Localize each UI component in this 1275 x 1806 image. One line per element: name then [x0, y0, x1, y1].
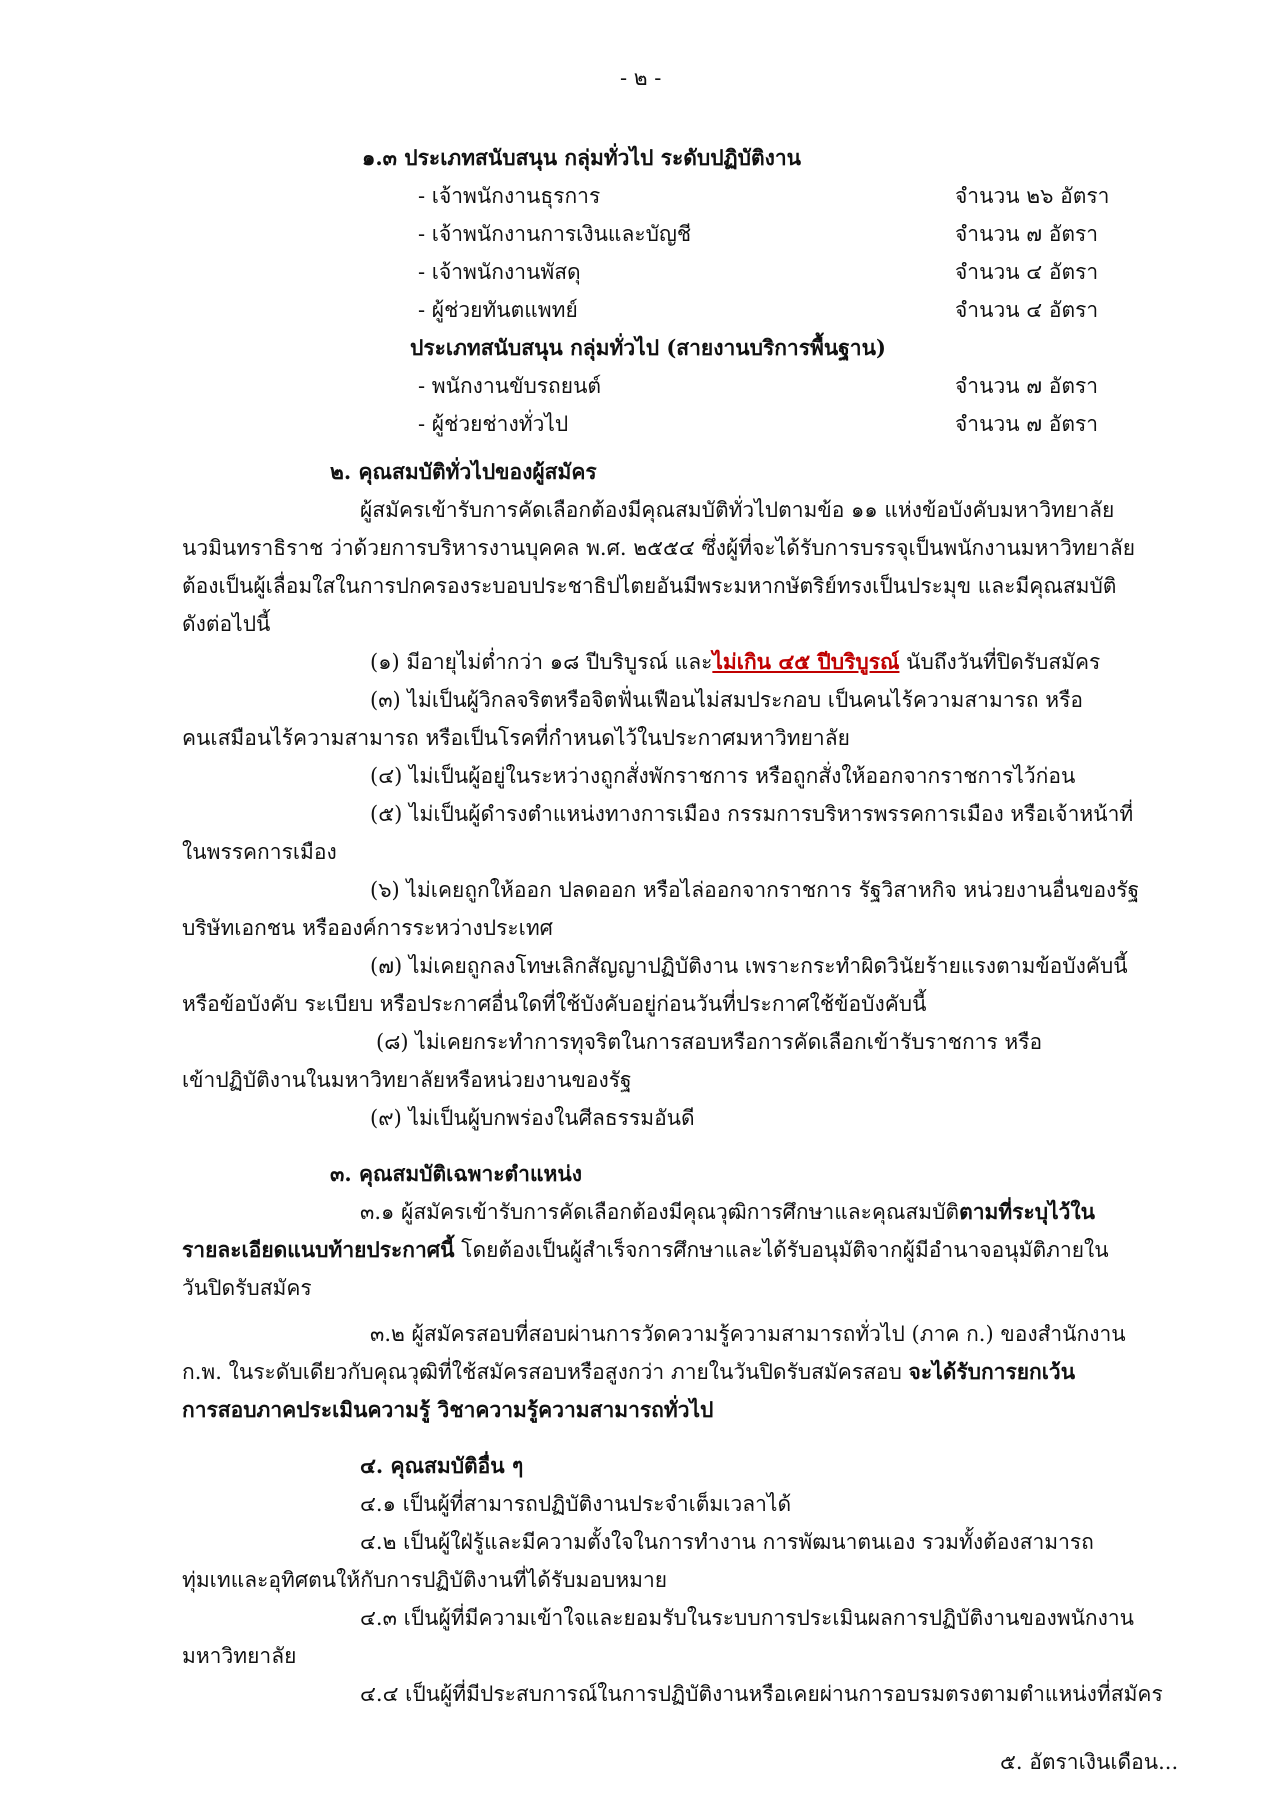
other-qualification-4-1: ๔.๑ เป็นผู้ที่สามารถปฏิบัติงานประจำเต็มเวลาได้	[360, 1492, 792, 1516]
other-qualification-4-4: ๔.๔ เป็นผู้ที่มีประสบการณ์ในการปฏิบัติงานหรือเคยผ่านการอบรมตรงตามตำแหน่งที่สมัคร	[360, 1682, 1163, 1706]
paragraph-line: ดังต่อไปนี้	[182, 612, 271, 636]
position-item: - ผู้ช่วยช่างทั่วไป	[418, 412, 569, 436]
criterion-6-cont: บริษัทเอกชน หรือองค์การระหว่างประเทศ	[182, 916, 553, 940]
section-2-title: ๒. คุณสมบัติทั่วไปของผู้สมัคร	[330, 459, 597, 484]
section-3-title: ๓. คุณสมบัติเฉพาะตำแหน่ง	[330, 1161, 582, 1186]
section-4-title: ๔. คุณสมบัติอื่น ๆ	[360, 1453, 524, 1478]
criterion-5: (๕) ไม่เป็นผู้ดำรงตำแหน่งทางการเมือง กรรมการบริหารพรรคการเมือง หรือเจ้าหน้าที่	[370, 802, 1134, 826]
criterion-1-text: (๑) มีอายุไม่ต่ำกว่า ๑๘ ปีบริบูรณ์ และ	[370, 650, 713, 674]
position-quantity: จำนวน ๔ อัตรา	[955, 260, 1099, 284]
position-quantity: จำนวน ๗ อัตรา	[955, 374, 1099, 398]
position-item: - ผู้ช่วยทันตแพทย์	[418, 298, 578, 322]
criterion-8-cont: เข้าปฏิบัติงานในมหาวิทยาลัยหรือหน่วยงานของรัฐ	[182, 1068, 632, 1092]
exemption-bold: จะได้รับการยกเว้น	[908, 1359, 1076, 1384]
position-quantity: จำนวน ๔ อัตรา	[955, 298, 1099, 322]
position-quantity: จำนวน ๒๖ อัตรา	[955, 184, 1110, 208]
qualification-3-2-text: ก.พ. ในระดับเดียวกับคุณวุฒิที่ใช้สมัครสอบหรือสูงกว่า ภายในวันปิดรับสมัครสอบ	[182, 1360, 909, 1384]
section-1-3-title: ๑.๓ ประเภทสนับสนุน กลุ่มทั่วไป ระดับปฏิบัติงาน	[362, 145, 801, 170]
qualification-3-1-text: ๓.๑ ผู้สมัครเข้ารับการคัดเลือกต้องมีคุณวุฒิการศึกษาและคุณสมบัติ	[360, 1200, 960, 1224]
attachment-reference: รายละเอียดแนบท้ายประกาศนี้	[182, 1237, 455, 1262]
qualification-3-1	[360, 1198, 1095, 1226]
criterion-5-cont: ในพรรคการเมือง	[182, 840, 337, 864]
position-item: - พนักงานขับรถยนต์	[418, 374, 602, 398]
criterion-9: (๙) ไม่เป็นผู้บกพร่องในศีลธรรมอันดี	[370, 1106, 695, 1130]
criterion-8: (๘) ไม่เคยกระทำการทุจริตในการสอบหรือการคัดเลือกเข้ารับราชการ หรือ	[376, 1030, 1043, 1054]
other-qualification-4-2: ๔.๒ เป็นผู้ใฝ่รู้และมีความตั้งใจในการทำงาน การพัฒนาตนเอง รวมทั้งต้องสามารถ	[360, 1530, 1094, 1554]
continuation-hint: ๕. อัตราเงินเดือน...	[1000, 1750, 1179, 1774]
qualification-3-2: ๓.๒ ผู้สมัครสอบที่สอบผ่านการวัดความรู้ความสามารถทั่วไป (ภาค ก.) ของสำนักงาน	[370, 1322, 1126, 1346]
position-item: - เจ้าพนักงานพัสดุ	[418, 260, 581, 284]
other-qualification-4-3-cont: มหาวิทยาลัย	[182, 1644, 297, 1668]
criterion-1-tail: นับถึงวันที่ปิดรับสมัคร	[899, 650, 1101, 674]
criterion-7: (๗) ไม่เคยถูกลงโทษเลิกสัญญาปฏิบัติงาน เพราะกระทำผิดวินัยร้ายแรงตามข้อบังคับนี้	[370, 954, 1128, 978]
criterion-1	[370, 648, 1100, 676]
paragraph-line: ต้องเป็นผู้เลื่อมใสในการปกครองระบอบประชาธิปไตยอันมีพระมหากษัตริย์ทรงเป็นประมุข และมีคุณสมบัติ	[182, 574, 1117, 598]
position-item: - เจ้าพนักงานธุรการ	[418, 184, 601, 208]
qualification-3-1-tail: โดยต้องเป็นผู้สำเร็จการศึกษาและได้รับอนุมัติจากผู้มีอำนาจอนุมัติภายใน	[454, 1238, 1109, 1262]
exemption-bold-cont: การสอบภาคประเมินความรู้ วิชาความรู้ความสามารถทั่วไป	[182, 1397, 714, 1422]
section-1-3-subtitle: ประเภทสนับสนุน กลุ่มทั่วไป (สายงานบริการพื้นฐาน)	[410, 335, 886, 360]
criterion-7-cont: หรือข้อบังคับ ระเบียบ หรือประกาศอื่นใดที่ใช้บังคับอยู่ก่อนวันที่ประกาศใช้ข้อบังคับนี้	[182, 992, 927, 1016]
page-number: - ๒ -	[620, 66, 662, 90]
qualification-3-1-cont	[182, 1236, 1109, 1264]
paragraph-line: นวมินทราธิราช ว่าด้วยการบริหารงานบุคคล พ.ศ. ๒๕๕๔ ซึ่งผู้ที่จะได้รับการบรรจุเป็นพนักงานมหาวิทยาลัย	[182, 536, 1136, 560]
position-quantity: จำนวน ๗ อัตรา	[955, 412, 1099, 436]
qualification-3-1-bold: ตามที่ระบุไว้ใน	[959, 1199, 1096, 1224]
qualification-3-2-cont	[182, 1358, 1075, 1386]
age-limit-highlight: ไม่เกิน ๔๕ ปีบริบูรณ์	[712, 649, 900, 674]
paragraph-line: ผู้สมัครเข้ารับการคัดเลือกต้องมีคุณสมบัติทั่วไปตามข้อ ๑๑ แห่งข้อบังคับมหาวิทยาลัย	[360, 498, 1115, 522]
other-qualification-4-2-cont: ทุ่มเทและอุทิศตนให้กับการปฏิบัติงานที่ได้รับมอบหมาย	[182, 1568, 668, 1592]
other-qualification-4-3: ๔.๓ เป็นผู้ที่มีความเข้าใจและยอมรับในระบบการประเมินผลการปฏิบัติงานของพนักงาน	[360, 1606, 1135, 1630]
position-item: - เจ้าพนักงานการเงินและบัญชี	[418, 222, 692, 246]
position-quantity: จำนวน ๗ อัตรา	[955, 222, 1099, 246]
criterion-6: (๖) ไม่เคยถูกให้ออก ปลดออก หรือไล่ออกจากราชการ รัฐวิสาหกิจ หน่วยงานอื่นของรัฐ	[370, 878, 1140, 902]
criterion-4: (๔) ไม่เป็นผู้อยู่ในระหว่างถูกสั่งพักราชการ หรือถูกสั่งให้ออกจากราชการไว้ก่อน	[370, 764, 1076, 788]
qualification-3-1-end: วันปิดรับสมัคร	[182, 1276, 312, 1300]
criterion-3: (๓) ไม่เป็นผู้วิกลจริตหรือจิตฟั่นเฟือนไม่สมประกอบ เป็นคนไร้ความสามารถ หรือ	[370, 688, 1084, 712]
criterion-3-cont: คนเสมือนไร้ความสามารถ หรือเป็นโรคที่กำหนดไว้ในประกาศมหาวิทยาลัย	[182, 726, 850, 750]
